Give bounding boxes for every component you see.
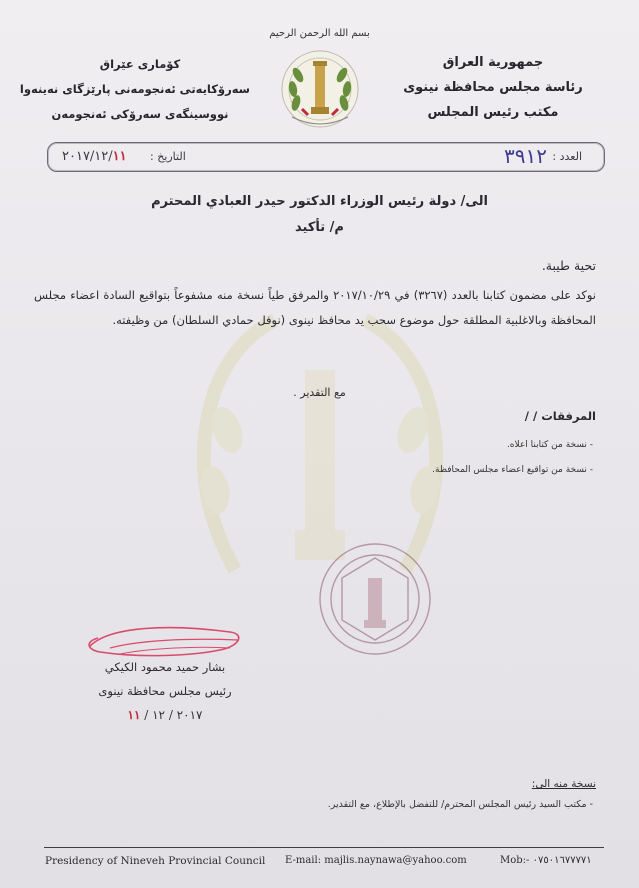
- signer-name: بشار حميد محمود الكيكي: [104, 660, 226, 674]
- footer-mobile: [500, 855, 592, 866]
- letter-body: نوكد على مضمون كتابنا بالعدد (٣٢٦٧) في ٢٠١٧/١٠/٢٩ والمرفق طياً نسخة منه مشفوعاً بتواقيع السادة اعضاء مجلس المحافظة وبالاغلبية المطلقة حول موضوع سحب يد محافظ نينوى (نوفل حمادي السلطان) من وظيفته.: [34, 288, 596, 327]
- signature-date-main: ٢٠١٧ / ١٢ /: [144, 708, 203, 722]
- header-arabic-line-2: رئاسة مجلس محافظة نينوى: [403, 80, 583, 95]
- regards-line: مع التقدير .: [293, 386, 346, 399]
- attachment-item: - نسخة من تواقيع اعضاء مجلس المحافظة.: [432, 465, 593, 475]
- footer-council-name: Presidency of Nineveh Provincial Council: [45, 855, 266, 867]
- signature-date: [60, 703, 270, 727]
- signature-date-day: ١١: [127, 708, 141, 722]
- copies-item: - مكتب السيد رئيس المجلس المحترم/ للتفضل بالإطلاع، مع التقدير.: [327, 799, 593, 810]
- header-kurdish: [19, 52, 250, 127]
- greeting: تحية طيبة.: [541, 258, 596, 273]
- signature-block: [60, 655, 270, 727]
- date-value: [62, 149, 127, 164]
- copies-title: نسخة منه الى:: [531, 778, 596, 790]
- date-rest: ٢٠١٧/١٢/: [62, 149, 113, 164]
- official-stamp-icon: [316, 540, 434, 658]
- header-kurdish-line-1: كۆمارى عێراق: [99, 57, 181, 71]
- header-arabic-line-3: مكتب رئيس المجلس: [427, 105, 559, 120]
- date-day: ١١: [112, 149, 127, 164]
- footer-mobile-label: Mob:-: [500, 855, 533, 866]
- attachments-list: [293, 433, 593, 483]
- footer-divider: [44, 847, 604, 848]
- footer-email: [285, 855, 467, 866]
- header-arabic: [393, 50, 593, 125]
- basmala: بسم الله الرحمن الرحيم: [269, 28, 370, 39]
- header-kurdish-line-3: نووسینگەى سەرۆکى ئەنجومەن: [51, 107, 229, 121]
- footer-email-label: E-mail:: [285, 855, 325, 866]
- recipient-line: الى/ دولة رئيس الوزراء الدكتور حيدر العبادي المحترم: [151, 194, 488, 209]
- number-value: ٣٩١٢: [504, 144, 547, 168]
- attachment-item: - نسخة من كتابنا اعلاه.: [506, 440, 593, 450]
- date-label: التاريخ :: [150, 150, 186, 163]
- council-logo-icon: [278, 45, 362, 135]
- footer-mobile-number: ٠٧٥٠١٦٧٧٧٧١: [532, 855, 592, 866]
- signer-title: رئيس مجلس محافظة نينوى: [98, 684, 232, 698]
- attachments-title: المرفقات / /: [524, 409, 596, 423]
- footer-email-address: majlis.naynawa@yahoo.com: [324, 855, 467, 866]
- subject-line: م/ تأكيد: [295, 220, 344, 235]
- header-kurdish-line-2: سەرۆکایەتى ئەنجومەنى پارێزگاى نەینەوا: [19, 82, 250, 96]
- header-arabic-line-1: جمهورية العراق: [442, 55, 544, 70]
- number-label: العدد :: [552, 150, 582, 163]
